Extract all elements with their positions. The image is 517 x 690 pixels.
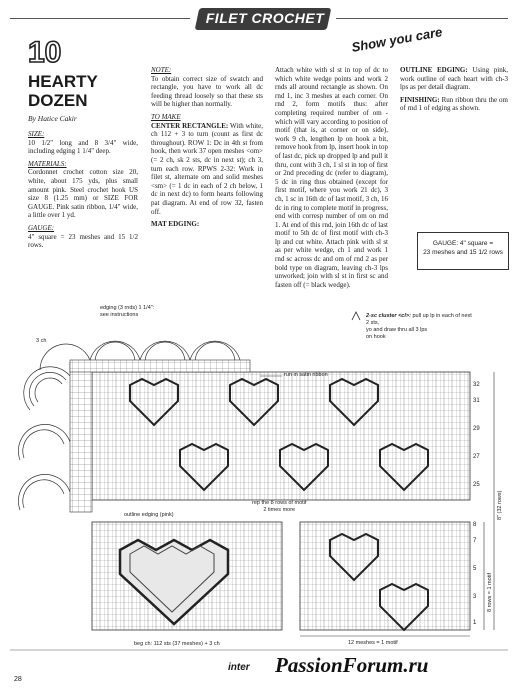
filet-diagram xyxy=(0,290,517,660)
size-text: 10 1/2" long and 8 3/4" wide, including edging 1 1/4" deep. xyxy=(28,138,138,156)
note-label: NOTE: xyxy=(151,66,172,74)
column-2 xyxy=(151,66,263,233)
section-title: FILET CROCHET xyxy=(205,10,325,26)
center-rectangle-text: With white, ch 112 + 3 to turn (count as first dc throughout). ROW 1: Dc in 4th st from hook, then work 37 open meshes <om> (= 2 ch, sk 2 sts, dc in next st); ch 3, turn each row. RPWS 2-32: Work in filet st, alternate om and solid meshes <sm> (= 1 dc in each of 2 ch below, 1 dc in next dc) to form hearts following pat diagram. At end of row 32, fasten off. xyxy=(151,121,263,216)
finishing-heading: FINISHING: xyxy=(400,95,440,104)
header-rule-right xyxy=(336,18,508,19)
materials-label: MATERIALS: xyxy=(28,159,67,168)
meshes-label: 12 meshes = 1 motif xyxy=(348,640,398,646)
cluster-text-1: pull up lp in each of next 2 sts, xyxy=(366,313,472,326)
row-number: 7 xyxy=(473,538,477,544)
outline-edging-label: outline edging (pink) xyxy=(124,512,174,518)
edging-rounds xyxy=(70,362,92,512)
cluster-symbol xyxy=(352,312,360,320)
gauge-text: 4" square = 23 meshes and 15 1/2 rows. xyxy=(28,232,138,250)
edging-sub-line: see instructions xyxy=(100,312,139,318)
tagline: Show you care xyxy=(350,24,444,55)
row-number: 8 xyxy=(473,522,477,528)
to-make-label: TO MAKE xyxy=(151,112,181,121)
note-text: To obtain correct size of swatch and rectangle, you have to work all dc feeding thread loosely so that these sts will be higher than normally. xyxy=(151,74,263,109)
footer-logo: inter xyxy=(228,662,250,673)
column-1 xyxy=(28,130,138,254)
cluster-legend xyxy=(366,313,476,341)
row-number: 5 xyxy=(473,566,477,572)
row-number: 3 xyxy=(473,594,477,600)
gauge-box xyxy=(417,232,509,270)
center-rectangle-heading: CENTER RECTANGLE: xyxy=(151,121,229,130)
finishing-text: Run ribbon thru the om of rnd 1 of edging as shown. xyxy=(400,95,509,113)
row-number: 29 xyxy=(473,426,480,432)
ribbon-label: run in satin ribbon xyxy=(284,372,328,378)
mat-edging-text: Attach white with sl st in top of dc to which white wedge points and work 2 rnds all around rectangle as shown. On rnd 1, inc 3 meshes at each corner. On rnd 2, form motifs thus: after completing required number of om - which will vary according to position of motif (that is, at corner or on side), work 9 ch, lengthen lp on hook a bit, remove hook from lp, insert hook in top of last dc, pick up dropped lp and pull it thru, cont with 3 ch, 1 sl st in top of first or 2nd preceding dc (refer to diagram), 5 dc in ring thus obtained (except for first motif, where you work 21 dc), 3 ch, 1 sc in 16th dc of last motif, 3 ch, 16 dc in ring to complete motif in progress, end with corresp number of om on rnd 1. At end of this rnd, join 16th dc of last motif to 5th dc of first motif with ch-3 lp and cut white. Attach pink with sl st as per white wedge, ch 1 and work 1 rnd sc across dc and om of rnd 2 as per bold type on diagram, leaving ch-3 lps unworked; join with sl st in first sc and fasten off (= black wedge). xyxy=(275,66,388,289)
mat-edging-heading: MAT EDGING: xyxy=(151,220,200,229)
page-number: 28 xyxy=(14,676,22,683)
byline: By Hatice Cakir xyxy=(28,114,77,123)
column-3 xyxy=(275,66,388,289)
edging-label xyxy=(100,305,154,319)
title-line-2: DOZEN xyxy=(28,91,88,110)
edging-rounds-top xyxy=(70,360,250,372)
beg-ch-label: beg ch: 112 sts (37 meshes) + 3 ch xyxy=(134,641,220,647)
cluster-text-3: on hook xyxy=(366,334,386,340)
row-number: 25 xyxy=(473,482,480,488)
edging-label-line: edging (3 rnds) 1 1/4": xyxy=(100,305,155,311)
repeat-note xyxy=(252,500,306,514)
pattern-number: 10 xyxy=(28,36,62,69)
bottom-right-grid xyxy=(300,522,470,630)
size-label: SIZE: xyxy=(28,130,45,138)
cluster-text-2: yo and draw thru all 3 lps xyxy=(366,327,428,333)
row-number: 31 xyxy=(473,398,480,404)
gauge-box-line-1: GAUGE: 4" square = xyxy=(432,240,494,247)
materials-text: Cordonnet crochet cotton size 20, white, about 175 yds, plus small amount pink. Steel crochet hook US size 8 (1.25 mm) or SIZE FOR GAUGE. Pink satin ribbon, 1/4" wide, a little over 1 yd. xyxy=(28,168,138,220)
three-ch-label: 3 ch xyxy=(36,338,47,344)
gauge-box-line-2: 23 meshes and 15 1/2 rows xyxy=(423,249,503,256)
column-4 xyxy=(400,66,508,117)
pattern-title xyxy=(28,72,98,110)
rows-label: 8" (32 rows) xyxy=(497,490,503,520)
repeat-line-2: 2 times more xyxy=(263,507,296,513)
cluster-title: 2-sc cluster <cl>: xyxy=(366,313,411,319)
title-line-1: HEARTY xyxy=(28,72,98,91)
row-number: 1 xyxy=(473,620,477,626)
motif-rows-label: 8 rows = 1 motif xyxy=(487,573,493,612)
watermark: PassionForum.ru xyxy=(275,653,429,677)
header-rule-left xyxy=(10,18,190,19)
row-number: 32 xyxy=(473,382,480,388)
gauge-label: GAUGE: xyxy=(28,223,55,232)
row-number: 27 xyxy=(473,454,480,460)
outline-edging-text: Using pink, work outline of each heart with ch-3 lps as per detail diagram. xyxy=(400,66,508,92)
repeat-line-1: rep the 8 rows of motif xyxy=(252,500,307,506)
outline-edging-heading: OUTLINE EDGING: xyxy=(400,66,468,74)
